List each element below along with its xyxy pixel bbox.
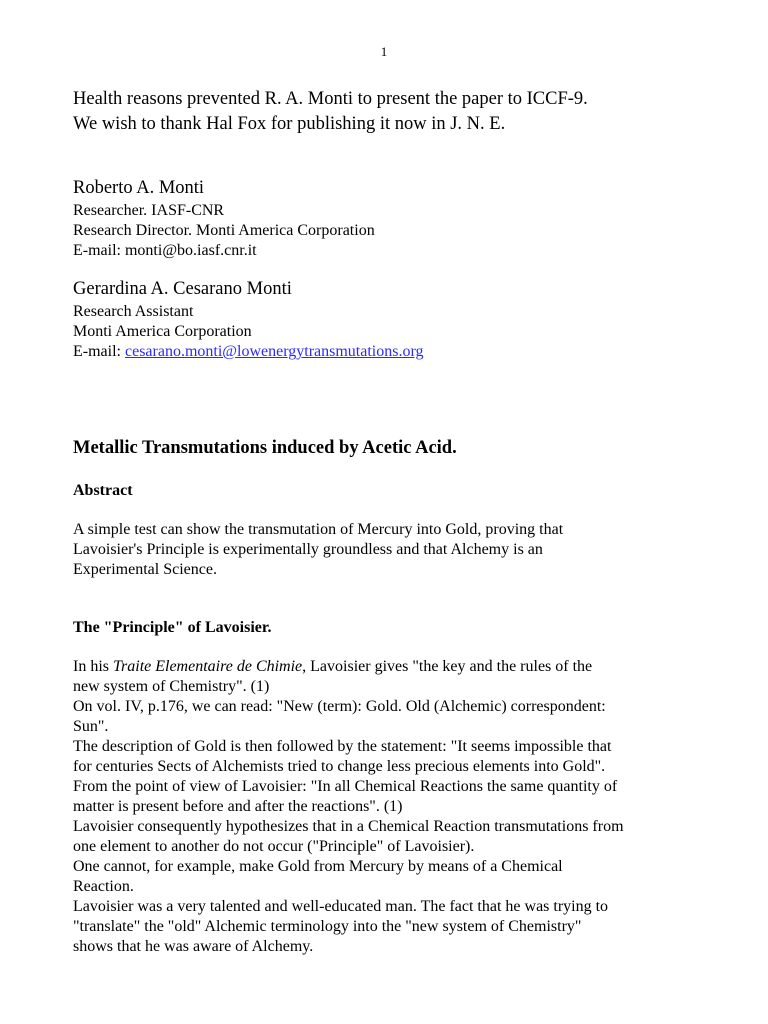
author-block-2 bbox=[73, 277, 713, 362]
paper-title: Metallic Transmutations induced by Acetic Acid. bbox=[73, 438, 457, 458]
body-text: In his bbox=[73, 658, 113, 675]
body-line: The description of Gold is then followed by the statement: "It seems impossible that bbox=[73, 738, 612, 755]
author-affiliation: Monti America Corporation bbox=[73, 323, 252, 340]
body-line: "translate" the "old" Alchemic terminology into the "new system of Chemistry" bbox=[73, 918, 582, 935]
email-link[interactable]: cesarano.monti@lowenergytransmutations.org bbox=[124, 343, 424, 360]
author-affiliation: Researcher. IASF-CNR bbox=[73, 202, 225, 219]
author-affiliation: Research Director. Monti America Corporation bbox=[73, 222, 375, 239]
abstract-line: Experimental Science. bbox=[73, 561, 217, 578]
body-line: one element to another do not occur ("Principle" of Lavoisier). bbox=[73, 838, 475, 855]
body-line: matter is present before and after the reactions". (1) bbox=[73, 798, 403, 815]
body-line: shows that he was aware of Alchemy. bbox=[73, 938, 314, 955]
author-email bbox=[73, 342, 713, 362]
author-email: E-mail: monti@bo.iasf.cnr.it bbox=[73, 242, 257, 259]
author-name: Gerardina A. Cesarano Monti bbox=[73, 279, 292, 299]
body-line: One cannot, for example, make Gold from Mercury by means of a Chemical bbox=[73, 858, 563, 875]
body-line: new system of Chemistry". (1) bbox=[73, 678, 270, 695]
body-line bbox=[73, 657, 713, 677]
notice-line: We wish to thank Hal Fox for publishing it now in J. N. E. bbox=[73, 114, 506, 134]
body-line: for centuries Sects of Alchemists tried to change less precious elements into Gold". bbox=[73, 758, 606, 775]
email-label: E-mail: bbox=[73, 343, 125, 360]
body-line: From the point of view of Lavoisier: "In all Chemical Reactions the same quantity of bbox=[73, 778, 618, 795]
section-body bbox=[73, 657, 713, 957]
body-line: Sun". bbox=[73, 718, 109, 735]
body-line: Lavoisier was a very talented and well-educated man. The fact that he was trying to bbox=[73, 898, 609, 915]
author-block-1 bbox=[73, 176, 713, 261]
abstract-text bbox=[73, 520, 713, 580]
abstract-line: Lavoisier's Principle is experimentally groundless and that Alchemy is an bbox=[73, 541, 543, 558]
body-line: Lavoisier consequently hypothesizes that in a Chemical Reaction transmutations from bbox=[73, 818, 624, 835]
section-heading: The "Principle" of Lavoisier. bbox=[73, 619, 272, 636]
abstract-line: A simple test can show the transmutation of Mercury into Gold, proving that bbox=[73, 521, 564, 538]
body-line: Reaction. bbox=[73, 878, 134, 895]
author-name: Roberto A. Monti bbox=[73, 178, 205, 198]
page-number: 1 bbox=[380, 44, 388, 59]
notice-line: Health reasons prevented R. A. Monti to present the paper to ICCF-9. bbox=[73, 89, 588, 109]
book-title: Traite Elementaire de Chimie bbox=[113, 658, 303, 675]
body-line: On vol. IV, p.176, we can read: "New (term): Gold. Old (Alchemic) correspondent: bbox=[73, 698, 606, 715]
author-affiliation: Research Assistant bbox=[73, 303, 194, 320]
publication-notice bbox=[73, 87, 713, 137]
body-text: , Lavoisier gives "the key and the rules of the bbox=[302, 658, 593, 675]
abstract-heading: Abstract bbox=[73, 482, 133, 499]
